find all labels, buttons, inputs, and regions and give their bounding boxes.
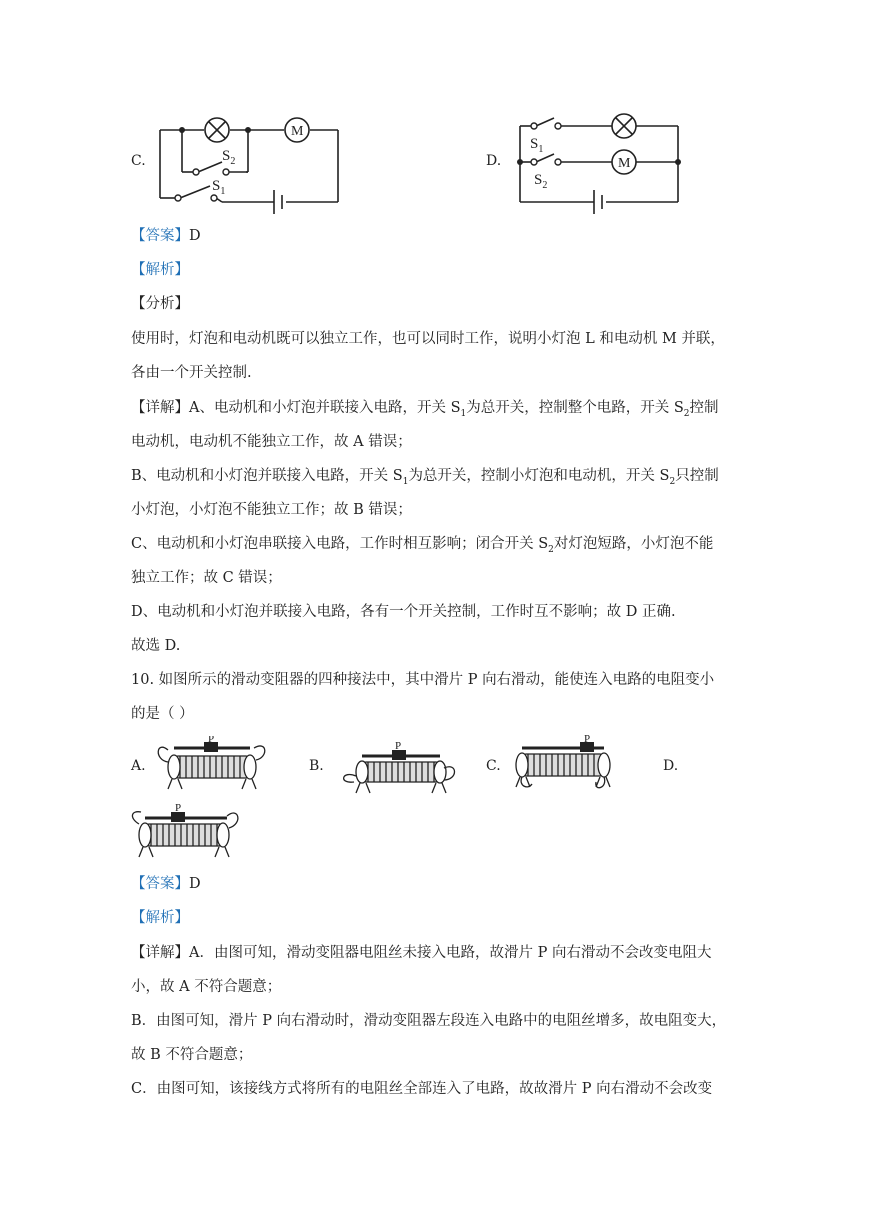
detail2-a-line1: 【详解】A．由图可知，滑动变阻器电阻丝未接入电路，故滑片 P 向右滑动不会改变电阻大 [131, 945, 712, 961]
svg-text:P: P [395, 740, 402, 752]
analysis-tag: 【解析】 [131, 262, 189, 278]
answer-tag: 【答案】 [131, 228, 189, 244]
question-10-line1: 10. 如图所示的滑动变阻器的四种接法中，其中滑片 P 向右滑动，能使连入电路的电阻变小 [131, 672, 715, 688]
rheostat-b-image [334, 740, 464, 796]
answer-value: D [189, 228, 201, 244]
detail-c-line1: C、电动机和小灯泡串联接入电路，工作时相互影响；闭合开关 $S_2$对灯泡短路，小灯泡不能 [131, 536, 714, 555]
motor-symbol-c: M [291, 124, 304, 139]
detail-b-line2: 小灯泡，小灯泡不能独立工作；故 B 错误； [131, 502, 412, 518]
answer-line-2 [131, 874, 201, 894]
svg-text:P: P [175, 802, 182, 814]
rheostat-option-a-label: A. [131, 758, 146, 774]
rheostat-c-image [508, 734, 618, 798]
detail-a-line2: 电动机，电动机不能独立工作，故 A 错误； [131, 434, 412, 450]
detail-c-line2: 独立工作；故 C 错误； [131, 570, 282, 586]
rheostat-option-d-label: D. [663, 758, 679, 774]
svg-text:P: P [208, 736, 215, 745]
detail2-a-line2: 小，故 A 不符合题意； [131, 979, 282, 995]
switch-s2-label-c: $S_2$ [222, 148, 236, 167]
rheostat-option-b-label: B. [309, 758, 324, 774]
svg-text:P: P [584, 734, 591, 745]
rheostat-option-c-label: C. [486, 758, 501, 774]
option-d-label: D. [486, 153, 502, 169]
conclusion: 故选 D. [131, 638, 181, 654]
option-c-label: C. [131, 153, 146, 169]
analysis-text-2: 各由一个开关控制. [131, 365, 252, 381]
analysis-subheading: 【分析】 [131, 296, 189, 312]
switch-s1-label-d: $S_1$ [530, 136, 544, 155]
answer-tag-2: 【答案】 [131, 876, 189, 892]
answer-value-2: D [189, 876, 201, 892]
circuit-diagram-c [150, 110, 350, 220]
detail-b-line1: B、电动机和小灯泡并联接入电路，开关 $S_1$为总开关，控制小灯泡和电动机，开关 $S_2$只控制 [131, 468, 719, 487]
switch-s2-label-d: $S_2$ [534, 172, 548, 191]
detail2-c-line1: C．由图可知，该接线方式将所有的电阻丝全部连入了电路，故故滑片 P 向右滑动不会改变 [131, 1081, 713, 1097]
question-10-line2: 的是（ ） [131, 706, 194, 722]
motor-symbol-d: M [618, 156, 631, 171]
detail-a-line1: 【详解】A、电动机和小灯泡并联接入电路，开关 $S_1$为总开关，控制整个电路，开关 $S_2$控制 [131, 400, 719, 419]
rheostat-a-image [150, 736, 270, 792]
answer-line-1 [131, 226, 201, 246]
circuit-diagram-d [508, 112, 688, 217]
detail2-b-line1: B．由图可知，滑片 P 向右滑动时，滑动变阻器左段连入电路中的电阻丝增多，故电阻变大， [131, 1013, 727, 1029]
analysis-text-1: 使用时，灯泡和电动机既可以独立工作，也可以同时工作，说明小灯泡 L 和电动机 M 并联， [131, 331, 725, 347]
switch-s1-label-c: $S_1$ [212, 178, 226, 197]
detail-d-line: D、电动机和小灯泡并联接入电路，各有一个开关控制，工作时互不影响；故 D 正确. [131, 604, 676, 620]
analysis-tag-2: 【解析】 [131, 910, 189, 926]
rheostat-d-image [131, 798, 241, 860]
detail2-b-line2: 故 B 不符合题意； [131, 1047, 253, 1063]
